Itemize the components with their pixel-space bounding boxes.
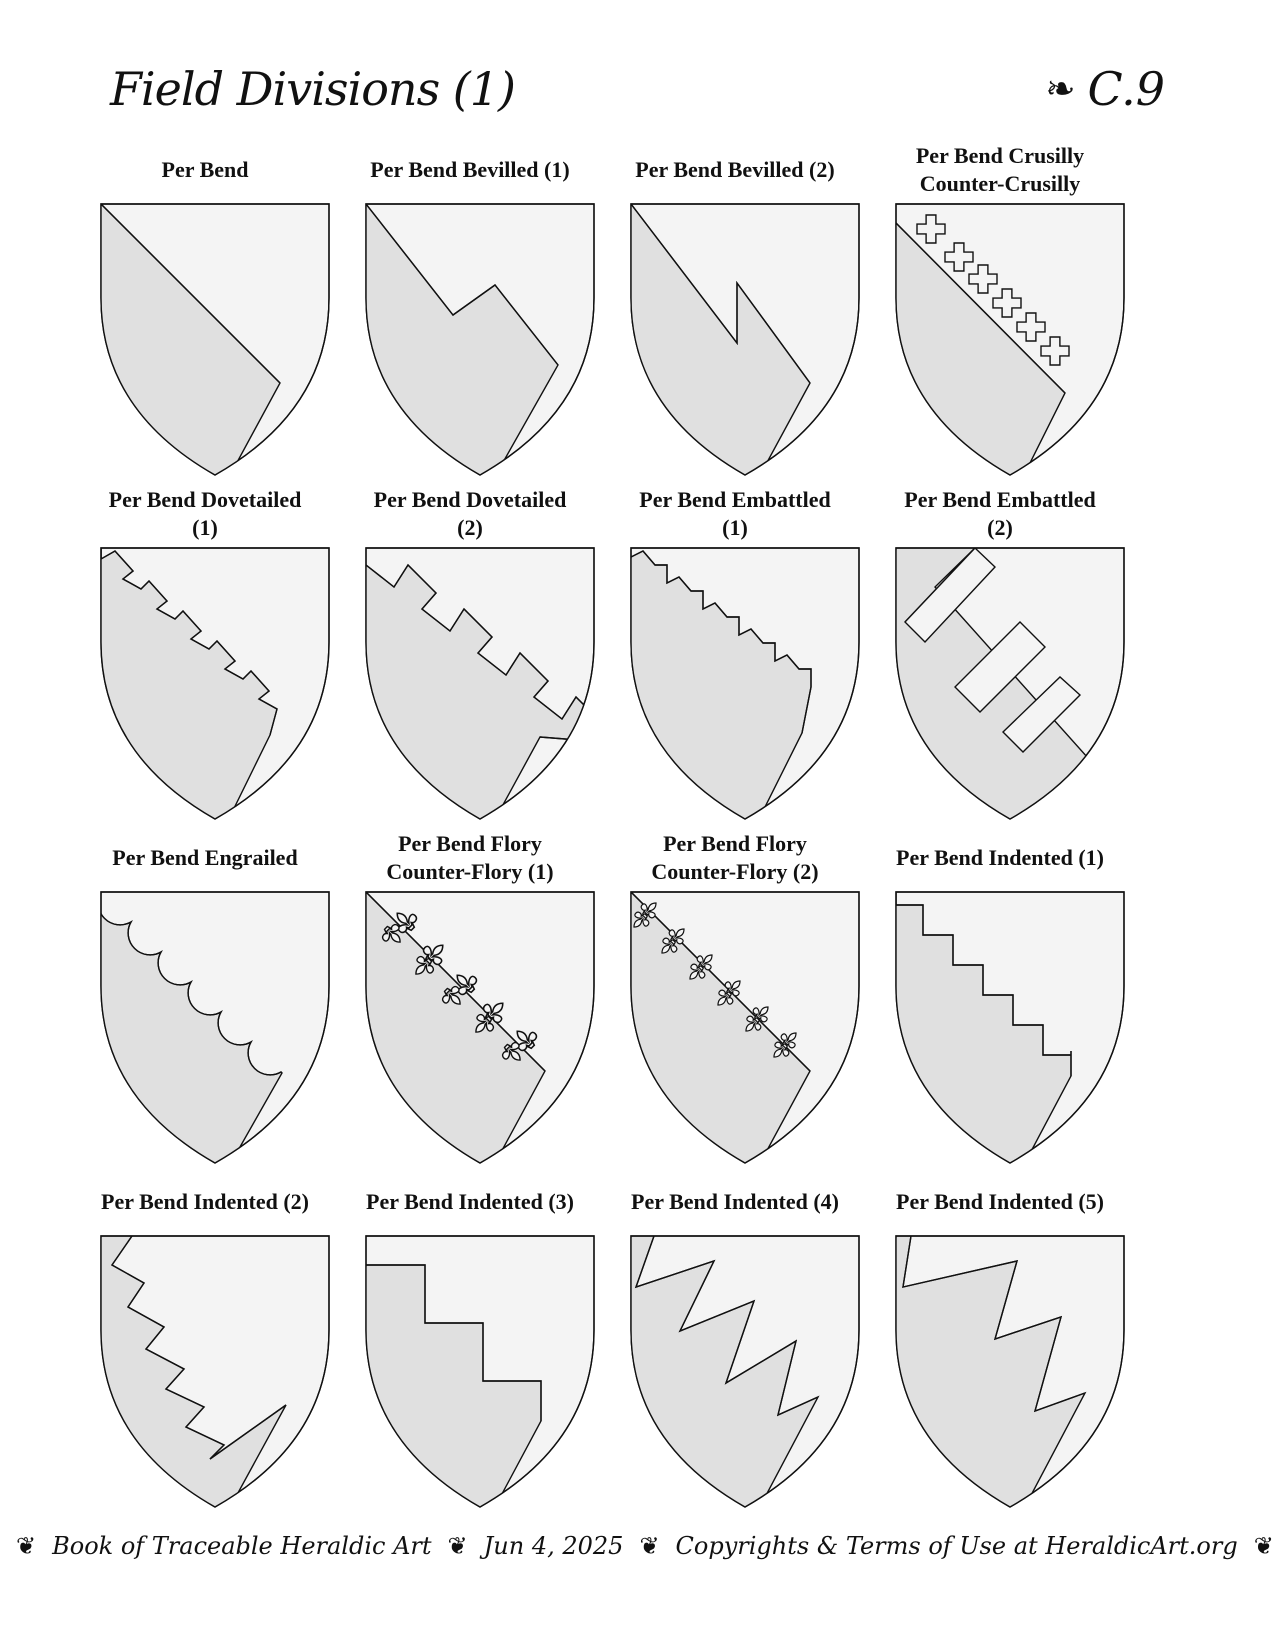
shield-indented-4 [630, 1235, 860, 1510]
shield-indented-3 [365, 1235, 595, 1510]
shield-crusilly [895, 203, 1125, 478]
shield-embattled-2 [895, 547, 1125, 822]
shield-label: Per Bend Indented (5) [896, 1189, 1104, 1214]
ornament-icon: ❦ [1253, 1532, 1274, 1560]
shield-label: Per Bend Flory Counter-Flory (2) [651, 831, 819, 884]
shield-label: Per Bend Indented (1) [896, 845, 1104, 870]
shield-engrailed [100, 891, 330, 1166]
shield-label: Per Bend Indented (2) [101, 1189, 309, 1214]
shield-label: Per Bend Bevilled (2) [635, 157, 835, 182]
shield-flory-1 [365, 891, 595, 1166]
shield-label: Per Bend Indented (4) [631, 1189, 839, 1214]
shield-per-bend [100, 203, 330, 478]
shield-label: Per Bend Flory Counter-Flory (1) [386, 831, 554, 884]
footer-date: Jun 4, 2025 [483, 1532, 624, 1560]
shield-dovetailed-2 [365, 547, 595, 822]
plate-number: C.9 [1087, 62, 1165, 116]
shield-dovetailed-1 [100, 547, 330, 822]
footer-rights: Copyrights & Terms of Use at HeraldicArt.org [675, 1532, 1238, 1560]
shield-label: Per Bend Bevilled (1) [370, 157, 570, 182]
shield-bevilled-2 [630, 203, 860, 478]
shield-indented-2 [100, 1235, 330, 1510]
ornament-icon: ❦ [639, 1532, 660, 1560]
page-title: Field Divisions (1) [110, 62, 515, 116]
ornament-icon: ❦ [447, 1532, 468, 1560]
page-footer [0, 1532, 1275, 1560]
shield-indented-1 [895, 891, 1125, 1166]
shield-label: Per Bend Dovetailed (1) [108, 487, 302, 540]
shield-indented-5 [895, 1235, 1125, 1510]
shield-bevilled-1 [365, 203, 595, 478]
shield-flory-2 [630, 891, 860, 1166]
shield-label: Per Bend [161, 157, 249, 182]
shield-label: Per Bend Dovetailed (2) [373, 487, 567, 540]
shield-label: Per Bend Embattled (2) [904, 487, 1096, 540]
shield-label: Per Bend Indented (3) [366, 1189, 574, 1214]
shield-label: Per Bend Crusilly Counter-Crusilly [915, 143, 1085, 196]
ornament-icon: ❦ [16, 1532, 37, 1560]
footer-book-title: Book of Traceable Heraldic Art [52, 1532, 432, 1560]
shield-label: Per Bend Engrailed [112, 845, 298, 870]
flourish-icon: ❧ [1045, 69, 1076, 110]
shield-label: Per Bend Embattled (1) [639, 487, 831, 540]
shield-embattled-1 [630, 547, 860, 822]
